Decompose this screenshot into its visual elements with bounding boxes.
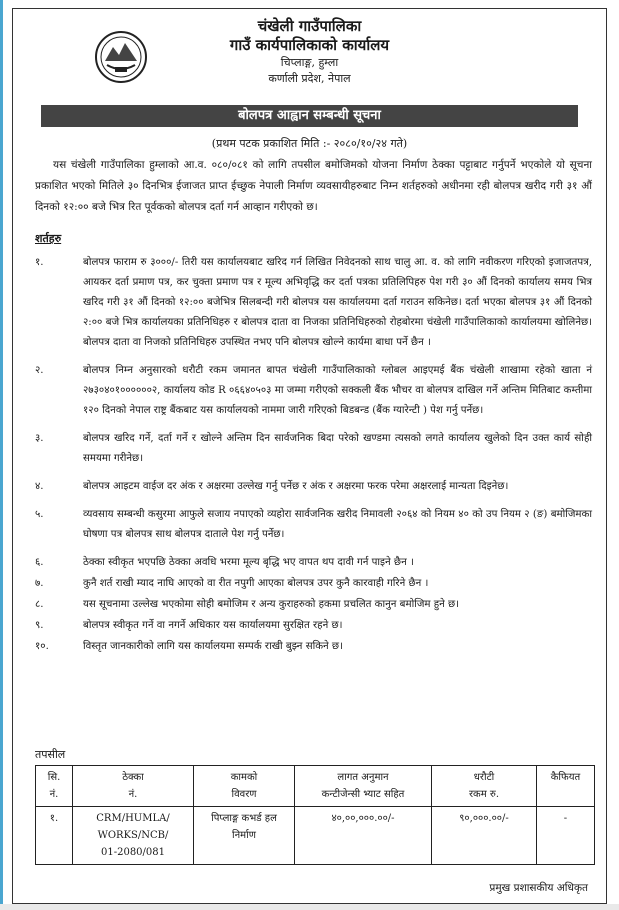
header-line: कन्टीजेन्सी भ्याट सहित: [321, 789, 405, 800]
term-item: [35, 553, 592, 573]
header-line: कैफियत: [550, 772, 581, 783]
col-sn-header: [36, 766, 73, 807]
header-line: नं.: [128, 789, 138, 800]
header-line: नं.: [49, 789, 59, 800]
contract-table: [35, 765, 595, 865]
term-number: ९.: [35, 620, 44, 631]
office-location: चिप्लाङ्ग, हुम्ला: [280, 56, 339, 69]
cell-description: [194, 807, 295, 865]
publication-date: (प्रथम पटक प्रकाशित मिति :- २०८०/१०/२४ गते): [211, 137, 408, 150]
province-name: कर्णाली प्रदेश, नेपाल: [268, 72, 351, 85]
header-line: कामको: [230, 772, 258, 783]
letterhead: [13, 9, 606, 101]
table-header-row: [36, 766, 595, 807]
term-item: [35, 361, 592, 421]
cell-remarks: -: [537, 807, 595, 865]
term-item: [35, 616, 592, 636]
term-number: ७.: [35, 578, 44, 589]
term-text: बोलपत्र फाराम रु ३०००/- तिरी यस कार्यालयबाट खरिद गर्न लिखित निवेदनको साथ चालु आ. व. को लागि नवीकरण गरिएको इजाजतपत्र, आयकर दर्ता प्रमाण पत्र, कर चुक्ता प्रमाण पत्र र मूल्य अभिवृद्धि कर दर्ता पत्रका प्रतिलिपिहरु पेश गरी ३० औं दिनको कार्यालय समय भित्र खरिद गरी ३१ औं दिनको १२:०० बजेभित्र सिलबन्दी गरी बोलपत्र यस कार्यालयमा दर्ता गराउन सकिनेछ। दर्ता भएका बोलपत्र ३१ औं दिनको २:०० बजे भित्र कार्यालयका प्रतिनिधिहरु र बोलपत्र दाता वा निजका प्रतिनिधिहरुको रोहबोरमा चंखेली गाउँपालिकाको कार्यालयमा खोलिनेछ। बोलपत्र दाता वा निजको प्रतिनिधिहरु उपस्थित नभए पनि बोलपत्र खोल्ने कार्यमा बाधा पर्ने छैन ।: [83, 257, 592, 348]
contract-line: WORKS/NCB/: [97, 830, 169, 841]
term-text: कुनै शर्त राखी म्याद नाघि आएको वा रीत नपुगी आएका बोलपत्र उपर कुनै कारवाही गरिने छैन ।: [83, 578, 429, 589]
description-line: निर्माण: [232, 830, 256, 841]
contract-line: CRM/HUMLA/: [96, 813, 170, 824]
term-number: ८.: [35, 599, 44, 610]
terms-heading: शर्तहरु: [35, 232, 62, 245]
term-number: १.: [35, 257, 44, 268]
office-name: गाउँ कार्यपालिकाको कार्यालय: [229, 36, 390, 54]
col-description-header: [194, 766, 295, 807]
term-text: बोलपत्र खरिद गर्ने, दर्ता गर्ने र खोल्ने अन्तिम दिन सार्वजनिक बिदा परेको खण्डमा त्यसको लगते कार्यालय खुलेको दिन उक्त कार्य सोही समयमा गरीनेछ।: [83, 433, 592, 464]
term-item: [35, 477, 592, 497]
term-text: बोलपत्र आइटम वाईज दर अंक र अक्षरमा उल्लेख गर्नु पर्नेछ र अंक र अक्षरमा फरक परेमा अक्षरलाई मान्यता दिइनेछ।: [83, 481, 509, 492]
cell-deposit: ९०,०००.००/-: [432, 807, 537, 865]
term-text: बोलपत्र स्वीकृत गर्ने वा नगर्ने अधिकार यस कार्यालयमा सुरक्षित रहने छ।: [83, 620, 343, 631]
description-line: पिप्लाङ्ग कभर्ड हल: [211, 813, 277, 824]
term-text: विस्तृत जानकारीको लागि यस कार्यालयमा सम्पर्क राखी बुझ्न सकिने छ।: [83, 641, 343, 652]
term-text: बोलपत्र निम्न अनुसारको धरौटी रकम जमानत बापत चंखेली गाउँपालिकाको ग्लोबल आइएमई बैंक चंखेली शाखामा रहेको खाता नं २७३०४०१००००००२, कार्यालय कोड R ०६६४०५०३ मा जम्मा गरीएको सक्कली बैंक भौचर वा बोलपत्र दाखिल गर्ने अन्तिम मितिबाट कम्तीमा १२० दिनको नेपाल राष्ट्र बैंकबाट यस कार्यालयको नाममा जारी गरिएको बिडबन्ड (बैंक ग्यारेन्टी ) पेश गर्नु पर्नेछ।: [83, 365, 592, 416]
cell-cost: ४०,००,०००.००/-: [295, 807, 432, 865]
col-contract-header: [73, 766, 194, 807]
term-number: ४.: [35, 481, 44, 492]
cell-contract-no: [73, 807, 194, 865]
header-line: रकम रु.: [468, 789, 500, 800]
term-item: [35, 637, 592, 657]
contract-line: 01-2080/081: [100, 847, 165, 858]
intro-paragraph: [35, 155, 592, 218]
term-item: [35, 253, 592, 353]
term-number: २.: [35, 365, 44, 376]
col-cost-header: [295, 766, 432, 807]
col-remarks-header: [537, 766, 595, 807]
term-number: ६.: [35, 557, 44, 568]
schedule-heading: तपसील: [35, 748, 66, 761]
signatory-title: प्रमुख प्रशासकीय अधिकृत: [489, 882, 588, 894]
left-accent-bar: [0, 0, 3, 910]
page-bottom-strip: [0, 904, 619, 910]
term-item: [35, 574, 592, 594]
municipality-name: चंखेली गाउँपालिका: [257, 17, 362, 35]
term-item: [35, 595, 592, 615]
term-text: व्यवसाय सम्बन्धी कसुरमा आफुले सजाय नपाएको व्यहोरा सार्वजनिक खरीद निमावली २०६४ को नियम ४० को उप नियम २ (ङ) बमोजिमका घोषणा पत्र बोलपत्र साथ बोलपत्र दाताले पेश गर्नु पर्नेछ।: [83, 509, 592, 540]
terms-list: [35, 253, 592, 658]
header-line: ठेक्का: [122, 772, 144, 783]
table-row: [36, 807, 595, 865]
term-number: १०.: [35, 641, 49, 652]
term-item: [35, 505, 592, 545]
notice-sheet: [12, 8, 607, 904]
term-number: ३.: [35, 433, 44, 444]
notice-title-banner: बोलपत्र आह्वान सम्बन्धी सूचना: [41, 105, 578, 127]
cell-sn: १.: [36, 807, 73, 865]
header-line: सि.: [47, 772, 61, 783]
letterhead-text: [13, 17, 606, 87]
col-deposit-header: [432, 766, 537, 807]
term-number: ५.: [35, 509, 44, 520]
term-text: यस सूचनामा उल्लेख भएकोमा सोही बमोजिम र अन्य कुराहरुको हकमा प्रचलित कानुन बमोजिम हुने छ।: [83, 599, 460, 610]
header-line: धरौटी: [473, 772, 495, 783]
header-line: विवरण: [231, 789, 257, 800]
header-line: लागत अनुमान: [337, 772, 389, 783]
term-text: ठेक्का स्वीकृत भएपछि ठेक्का अवधि भरमा मूल्य बृद्धि भए वापत थप दावी गर्न पाइने छैन ।: [83, 557, 414, 568]
intro-text: यस चंखेली गाउँपालिका हुम्लाको आ.व. ०८०/०८१ को लागि तपसील बमोजिमको योजना निर्माण ठेक्का पट्टाबाट गर्नुपर्ने भएकोले यो सूचना प्रकाशित भएको मितिले ३० दिनभित्र ईजाजत प्राप्त ईच्छुक नेपाली निर्माण व्यवसायीहरुबाट निम्न शर्तहरुको अधीनमा रही बोलपत्र खरीद गरी ३१ औं दिनको १२:०० बजे भित्र रित पूर्वकको बोलपत्र दर्ता गर्न आव्हान गरीएको छ।: [35, 159, 592, 213]
term-item: [35, 429, 592, 469]
